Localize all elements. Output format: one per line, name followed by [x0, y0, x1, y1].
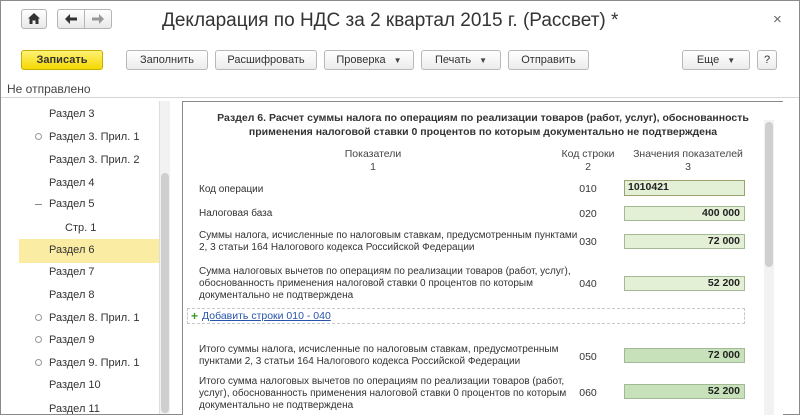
column-header-code: [553, 148, 623, 174]
nav-item-section-8-app-1[interactable]: [19, 307, 159, 329]
column-header-number: 2: [585, 161, 591, 173]
print-label: Печать: [435, 54, 472, 66]
column-header-label: Значения показателей: [633, 148, 743, 160]
section-6-form: [182, 101, 783, 415]
nav-item-label: Раздел 3: [49, 108, 95, 120]
status-label: Не отправлено: [7, 82, 91, 96]
row-label-line: документально не подтверждена: [199, 290, 354, 301]
section-heading-line: Раздел 6. Расчет суммы налога по операциям по реализации товаров (работ, услуг), обоснованность: [217, 112, 749, 124]
column-header-label: Код строки: [561, 148, 615, 160]
nav-item-label: Раздел 9. Прил. 1: [49, 357, 140, 369]
check-dropdown-button[interactable]: [324, 50, 414, 70]
row-label-line: 2, 3 статьи 164 Налогового кодекса Российской Федерации: [199, 242, 475, 253]
nav-item-section-11[interactable]: [19, 398, 159, 414]
plus-icon[interactable]: +: [191, 309, 199, 323]
row-label-operation-code: Код операции: [199, 184, 264, 195]
nav-item-label: Раздел 7: [49, 266, 95, 278]
nav-item-page-1[interactable]: [19, 217, 159, 239]
more-label: Еще: [696, 54, 720, 66]
add-rows-panel: [187, 308, 745, 324]
caret-down-icon: ▼: [479, 55, 487, 65]
row-code: 010: [579, 183, 597, 195]
decode-button[interactable]: Расшифровать: [215, 50, 317, 70]
nav-item-label: Раздел 10: [49, 379, 101, 391]
nav-item-section-5[interactable]: [19, 193, 159, 215]
collapse-icon[interactable]: [35, 204, 42, 205]
row-label-line: Итого сумма налоговых вычетов по операциям по реализации товаров (работ,: [199, 376, 565, 387]
nav-item-label: Раздел 3. Прил. 2: [49, 154, 140, 166]
row-label-total-tax: [199, 344, 558, 368]
row-label-tax-amount: [199, 230, 577, 254]
window-title: Декларация по НДС за 2 квартал 2015 г. (Рассвет) *: [162, 10, 619, 31]
column-header-values: [628, 148, 748, 174]
total-tax-field[interactable]: 72 000: [624, 348, 745, 363]
row-code: 050: [579, 351, 597, 363]
nav-item-label: Раздел 8. Прил. 1: [49, 312, 140, 324]
more-dropdown-button[interactable]: [682, 50, 750, 70]
column-header-number: 3: [685, 161, 691, 173]
home-icon: [28, 12, 40, 27]
print-dropdown-button[interactable]: [421, 50, 501, 70]
nav-item-section-3-app-2[interactable]: [19, 149, 159, 171]
title-bar: [1, 1, 799, 41]
tax-base-field[interactable]: 400 000: [624, 206, 745, 221]
operation-code-field[interactable]: 1010421: [624, 180, 745, 196]
nav-item-label: Раздел 8: [49, 289, 95, 301]
add-rows-link[interactable]: Добавить строки 010 - 040: [202, 310, 331, 322]
nav-item-section-9[interactable]: [19, 329, 159, 351]
row-label-total-deductions: [199, 376, 566, 412]
row-label-line: Сумма налоговых вычетов по операциям по реализации товаров (работ, услуг),: [199, 266, 571, 277]
row-code: 060: [579, 387, 597, 399]
row-label-line: Итого суммы налога, исчисленные по налоговым ставкам, предусмотренным: [199, 344, 559, 355]
section-heading-line: применения налоговой ставки 0 процентов по которым документально не подтверждена: [248, 126, 718, 138]
section-heading: [213, 111, 753, 139]
close-icon[interactable]: ×: [773, 11, 782, 28]
expand-icon[interactable]: [35, 133, 42, 140]
row-label-tax-base: Налоговая база: [199, 208, 273, 219]
column-header-number: 1: [370, 161, 376, 173]
toolbar: [1, 47, 799, 73]
sections-list: [19, 101, 160, 414]
nav-item-label: Стр. 1: [65, 222, 97, 234]
tax-amount-field[interactable]: 72 000: [624, 234, 745, 249]
nav-item-section-9-app-1[interactable]: [19, 352, 159, 374]
row-label-line: пунктами 2, 3 статьи 164 Налогового кодекса Российской Федерации: [199, 356, 521, 367]
nav-scrollbar-thumb[interactable]: [161, 173, 169, 413]
row-code: 040: [579, 278, 597, 290]
expand-icon[interactable]: [35, 314, 42, 321]
row-label-line: обоснованность применения налоговой ставки 0 процентов по которым: [199, 278, 533, 289]
tax-deductions-field[interactable]: 52 200: [624, 276, 745, 291]
send-button[interactable]: Отправить: [508, 50, 589, 70]
nav-item-section-3-app-1[interactable]: [19, 126, 159, 148]
forward-button[interactable]: [84, 9, 112, 29]
check-label: Проверка: [336, 54, 386, 66]
divider: [1, 97, 799, 98]
expand-icon[interactable]: [35, 359, 42, 366]
arrow-right-icon: [92, 12, 104, 27]
row-code: 030: [579, 236, 597, 248]
nav-item-section-3[interactable]: [19, 103, 159, 125]
nav-item-label: Раздел 6: [49, 244, 95, 256]
help-button[interactable]: ?: [757, 50, 777, 70]
total-deductions-field[interactable]: 52 200: [624, 384, 745, 399]
form-scrollbar-thumb[interactable]: [765, 122, 773, 267]
expand-icon[interactable]: [35, 336, 42, 343]
nav-item-label: Раздел 3. Прил. 1: [49, 131, 140, 143]
fill-button[interactable]: Заполнить: [126, 50, 208, 70]
nav-item-label: Раздел 11: [49, 403, 100, 414]
row-label-line: услуг), обоснованность применения налоговой ставки 0 процентов по которым: [199, 388, 567, 399]
row-label-line: документально не подтверждена: [199, 400, 354, 411]
arrow-left-icon: [65, 12, 77, 27]
nav-item-section-10[interactable]: [19, 374, 159, 396]
row-label-line: Суммы налога, исчисленные по налоговым ставкам, предусмотренным пунктами: [199, 230, 578, 241]
column-header-label: Показатели: [344, 148, 402, 160]
nav-item-label: Раздел 9: [49, 334, 95, 346]
nav-item-section-7[interactable]: [19, 261, 159, 283]
caret-down-icon: ▼: [393, 55, 402, 65]
row-label-tax-deductions: [199, 266, 571, 302]
nav-item-section-8[interactable]: [19, 284, 159, 306]
caret-down-icon: ▼: [727, 55, 736, 65]
nav-item-label: Раздел 5: [49, 198, 95, 210]
row-code: 020: [579, 208, 597, 220]
nav-item-section-4[interactable]: [19, 172, 159, 194]
nav-item-section-6[interactable]: [19, 239, 159, 263]
back-button[interactable]: [57, 9, 85, 29]
column-header-indicators: [303, 148, 443, 174]
home-button[interactable]: [21, 9, 47, 29]
form-scrollbar[interactable]: [764, 120, 774, 415]
nav-scrollbar[interactable]: [159, 101, 170, 414]
nav-item-label: Раздел 4: [49, 177, 95, 189]
save-button[interactable]: Записать: [21, 50, 103, 70]
